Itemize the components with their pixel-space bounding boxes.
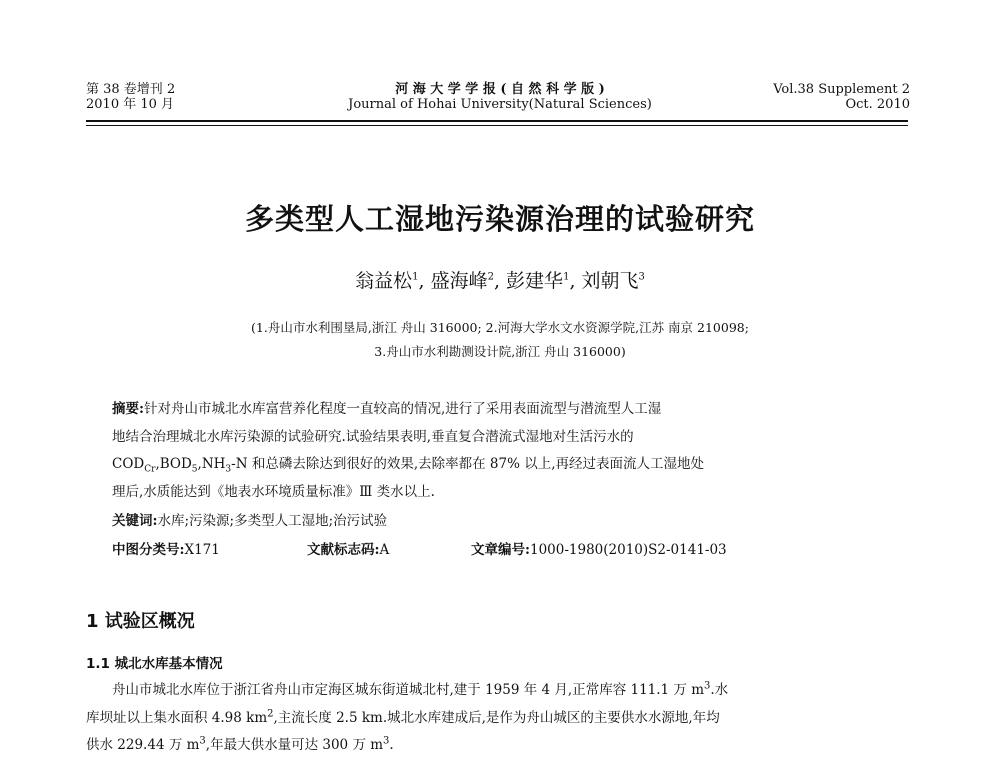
header-rule-thick [86,120,908,122]
author: 彭建华$^1$, [506,270,576,292]
subsection-heading: 1.1 城北水库基本情况 [86,656,223,672]
journal-name-cn: 河 海 大 学 学 报 ( 自 然 科 学 版 ) [395,82,605,97]
author: 刘朝飞$^3$ [581,270,645,292]
journal-name-en: Journal of Hohai University(Natural Sciences) [348,97,652,112]
article-number: 文章编号:1000-1980(2010)S2-0141-03 [471,542,727,558]
body-line-3: 供水 229.44 万 $m^3$,年最大供水量可达 300 万 $m^3$. [86,735,394,753]
abstract-line-1: 摘要:针对舟山市城北水库富营养化程度一直较高的情况,进行了采用表面流型与潜流型人工湿 [112,401,662,417]
author: 盛海峰$^2$, [430,270,500,292]
keywords [112,509,387,529]
author: 翁益松$^1$, [355,270,425,292]
keywords-text: 水库;污染源;多类型人工湿地;治污试验 [157,513,388,529]
affiliation-line-2: 3.舟山市水利勘测设计院,浙江 舟山 316000) [374,344,626,359]
abstract-line-2: 地结合治理城北水库污染源的试验研究.试验结果表明,垂直复合潜流式湿地对生活污水的 [112,429,634,445]
author-list [0,266,1000,293]
publication-date: 2010 年 10 月 [86,97,175,112]
volume-issue-en: Vol.38 Supplement 2 [773,82,910,97]
header-rule-thin [86,125,908,126]
journal-volume-en [773,82,910,112]
abstract-line-4: 理后,水质能达到《地表水环境质量标准》Ⅲ 类水以上. [112,484,435,500]
body-line-1: 舟山市城北水库位于浙江省舟山市定海区城东街道城北村,建于 1959 年 4 月,正常库容 111.1 万 $m^3$.水 [112,680,729,698]
section-heading: 1 试验区概况 [86,611,195,632]
paper-title: 多类型人工湿地污染源治理的试验研究 [244,202,755,236]
body-line-2: 库坝址以上集水面积 4.98 $km^2$,主流长度 2.5 km.城北水库建成后,是作为舟山城区的主要供水水源地,年均 [86,708,720,726]
abstract-line-3: $COD_{Cr},BOD_5,NH_3-N$ 和总磷去除达到很好的效果,去除率都在 87% 以上,再经过表面流人工湿地处 [112,456,704,475]
keywords-label: 关键词: [112,513,158,529]
volume-issue: 第 38 卷增刊 2 [86,82,176,97]
abstract-label: 摘要: [112,401,144,417]
document-code: 文献标志码:A [307,542,390,558]
clc-number: 中图分类号:X171 [112,542,220,558]
affiliation-line-1: (1.舟山市水利围垦局,浙江 舟山 316000; 2.河海大学水文水资源学院,江苏 南京 210098; [251,320,749,335]
publication-date-en: Oct. 2010 [845,97,910,112]
